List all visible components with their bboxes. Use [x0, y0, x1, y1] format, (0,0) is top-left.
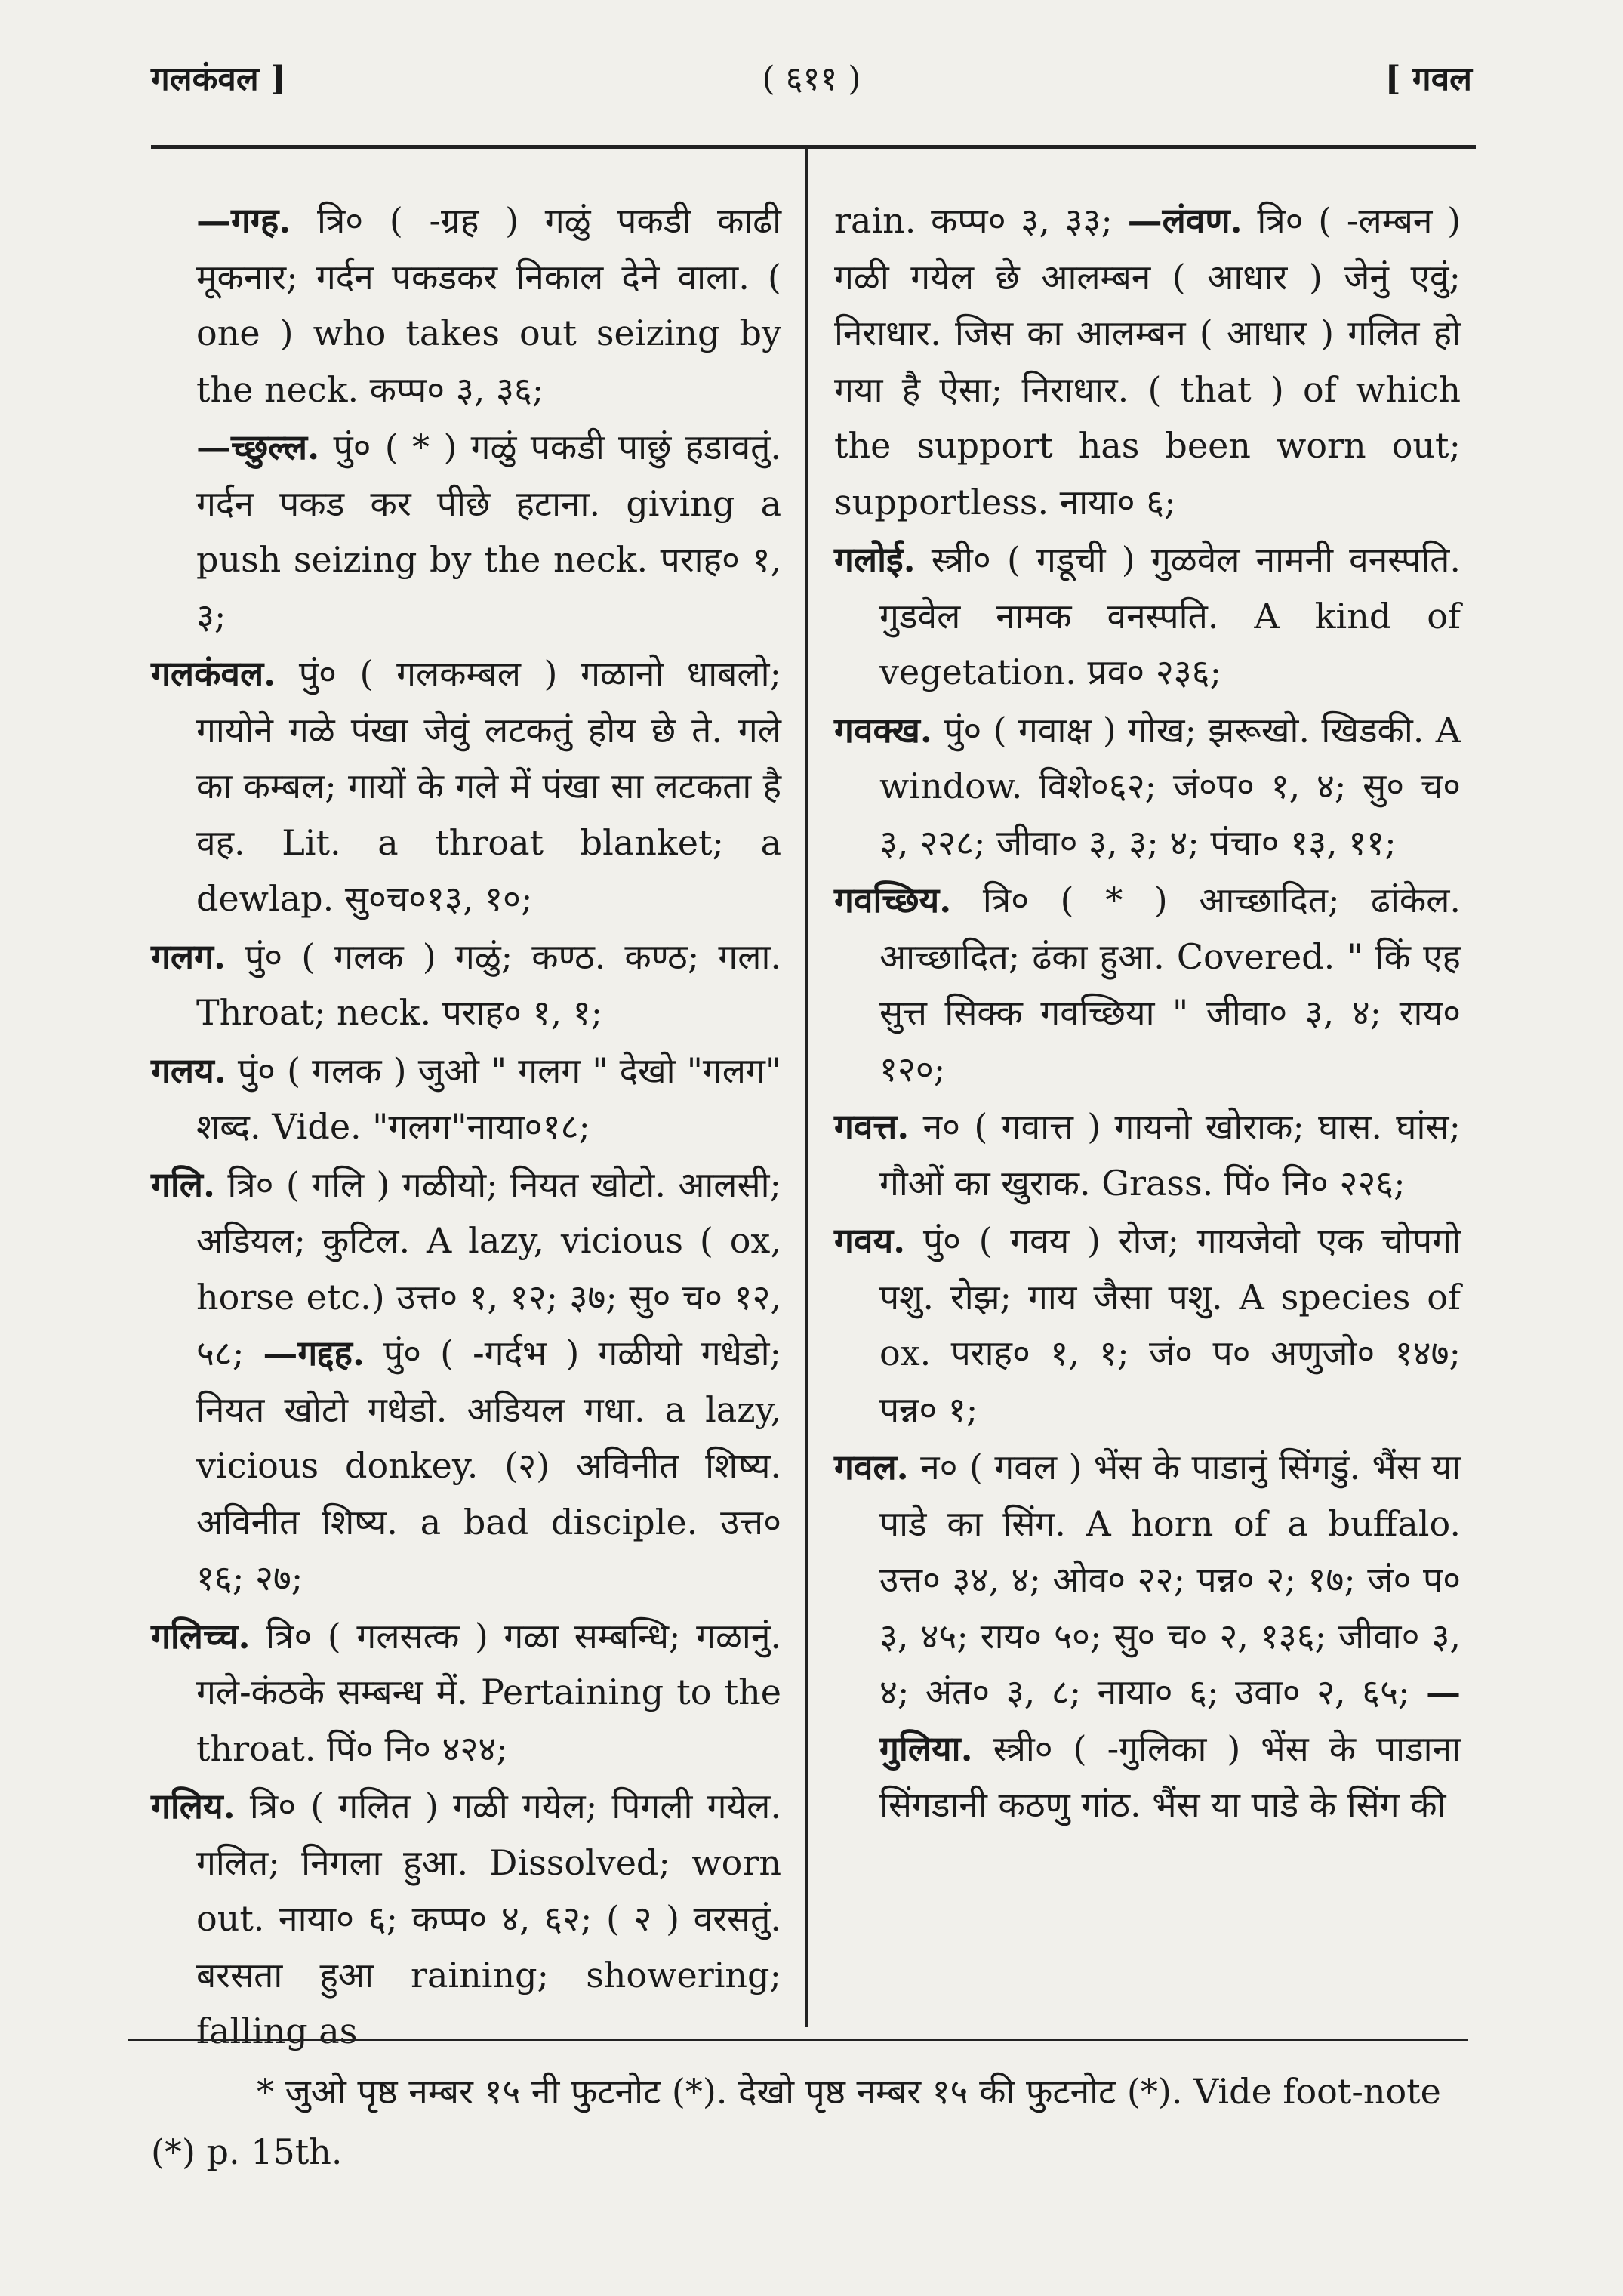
- entry-subheadword: —गुलिया.: [879, 1672, 1461, 1769]
- entry-text: त्रि० ( * ) आच्छादित; ढांकेल. आच्छादित; ढंका हुआ. Covered. " किं एह सुत्त सिक्क गवच्छिया " जीवा० ३, ४; राय० १२०;: [879, 880, 1461, 1089]
- entry-headword: गवल.: [834, 1447, 909, 1487]
- dictionary-entry: [151, 1157, 781, 1607]
- entry-headword: गलग.: [151, 935, 226, 977]
- dictionary-entry: [151, 193, 781, 418]
- entry-text: पुं० ( गलक ) गळुं; कण्ठ. कण्ठ; गला. Throat; neck. पराह० १, १;: [196, 935, 781, 1033]
- dictionary-entry: [151, 419, 781, 644]
- dictionary-entry: [834, 532, 1461, 701]
- footnote-text: * जुओ पृष्ठ नम्बर १५ नी फुटनोट (*). देखो पृष्ठ नम्बर १५ की फुटनोट (*). Vide foot-note (*) p. 15th.: [151, 2071, 1441, 2172]
- footer-rule: [128, 2039, 1468, 2041]
- entry-text: पुं० ( गवय ) रोज; गायजेवो एक चोपगो पशु. रोझ; गाय जैसा पशु. A species of ox. पराह० १, १; जं० प० अणुजो० १४७; पन्न० १;: [879, 1220, 1461, 1430]
- dictionary-entry: [834, 1439, 1461, 1833]
- entry-subheadword: —लंवण.: [1127, 200, 1243, 241]
- dictionary-entry: [151, 1608, 781, 1777]
- left-column: [151, 193, 781, 2060]
- page-header: [151, 54, 1472, 122]
- entry-headword: गलिच्च.: [151, 1615, 251, 1657]
- entry-headword: —गग्ह.: [196, 200, 291, 241]
- entry-text: त्रि० ( -ग्रह ) गळुं पकडी काढी मूकनार; गर्दन पकडकर निकाल देने वाला. ( one ) who takes out seizing by the neck. कप्प० ३, ३६;: [196, 200, 781, 410]
- right-column: [834, 193, 1461, 1833]
- dictionary-entry: [151, 1043, 781, 1155]
- entry-text: पुं० ( गलकम्बल ) गळानो धाबलो; गायोने गळे पंखा जेवुं लटकतुं होय छे ते. गले का कम्बल; गायों के गले में पंखा सा लटकता है वह. Lit. a throat blanket; a dewlap. सु०च०१३, १०;: [196, 653, 781, 919]
- entry-text: न० ( गवात्त ) गायनो खोराक; घास. घांस; गौओं का खुराक. Grass. पिं० नि० २२६;: [879, 1106, 1461, 1203]
- dictionary-entry: [834, 702, 1461, 871]
- entry-headword: —च्छुल्ल.: [196, 427, 320, 467]
- entry-headword: गवच्छिय.: [834, 880, 952, 920]
- entry-headword: गवत्त.: [834, 1106, 910, 1147]
- dictionary-entry: [151, 646, 781, 927]
- entry-text: न० ( गवल ) भेंस के पाडानुं सिंगडुं. भैंस या पाडे का सिंग. A horn of a buffalo. उत्त० ३४, ४; ओव० २२; पन्न० २; १७; जं० प० ३, ४५; राय० ५०; सु० च० २, १३६; जीवा० ३, ४; अंत० ३, ८; नाया० ६; उवा० २, ६५;: [879, 1447, 1461, 1712]
- entry-headword: गवक्ख.: [834, 709, 932, 750]
- entry-headword: गलि.: [151, 1163, 216, 1205]
- entry-text: पुं० ( -गर्दभ ) गळीयो गधेडो; नियत खोटो गधेडो. अडियल गधा. a lazy, vicious donkey. (२) अविनीत शिष्य. अविनीत शिष्य. a bad disciple. उत्त० १६; २७;: [196, 1333, 781, 1598]
- entry-text: त्रि० ( गलि ) गळीयो; नियत खोटो. आलसी; अडियल; कुटिल. A lazy, vicious ( ox, horse etc.) उत्त० १, १२; ३७; सु० च० १२, ५८;: [196, 1163, 782, 1373]
- entry-text: स्त्री० ( -गुलिका ) भेंस के पाडाना सिंगडानी कठणु गांठ. भैंस या पाडे के सिंग की: [879, 1727, 1461, 1825]
- entry-headword: गलय.: [151, 1049, 226, 1091]
- page-number: ( ६११ ): [762, 60, 861, 98]
- entry-text: त्रि० ( -लम्बन ) गळी गयेल छे आलम्बन ( आधार ) जेनुं एवुं; निराधार. जिस का आलम्बन ( आधार ) गलित हो गया है ऐसा; निराधार. ( that ) of which the support has been worn out; supportless. नाया० ६;: [834, 200, 1461, 522]
- dictionary-entry: [151, 1778, 781, 2060]
- dictionary-entry: [834, 1099, 1461, 1211]
- dictionary-entry: [151, 929, 781, 1041]
- entry-subheadword: —गद्दह.: [263, 1333, 365, 1373]
- header-left-guideword: गलकंवल ]: [151, 60, 286, 98]
- entry-headword: गलिय.: [151, 1786, 236, 1826]
- header-right-guideword: [ गवल: [1384, 60, 1472, 98]
- entry-text: पुं० ( गलक ) जुओ " गलग " देखो "गलग" शब्द. Vide. "गलग"नाया०१८;: [196, 1049, 782, 1147]
- footnote: [151, 2061, 1472, 2182]
- entry-text: पुं० ( गवाक्ष ) गोख; झरूखो. खिडकी. A window. विशे०६२; जं०प० १, ४; सु० च० ३, २२८; जीवा० ३, ३; ४; पंचा० १३, ११;: [879, 709, 1461, 863]
- entry-text: त्रि० ( गलित ) गळी गयेल; पिगली गयेल. गलित; निगला हुआ. Dissolved; worn out. नाया० ६; कप्प० ४, ६२; ( २ ) वरसतुं. बरसता हुआ raining; showering; falling as: [196, 1786, 781, 2051]
- column-divider: [805, 147, 808, 2027]
- entry-headword: गवय.: [834, 1220, 906, 1261]
- entry-text: स्त्री० ( गडूची ) गुळवेल नामनी वनस्पति. गुडवेल नामक वनस्पति. A kind of vegetation. प्रव० २३६;: [879, 539, 1461, 692]
- header-rule: [151, 145, 1476, 149]
- entry-headword: गलोई.: [834, 539, 916, 580]
- entry-text: त्रि० ( गलसत्क ) गळा सम्बन्धि; गळानुं. गले-कंठके सम्बन्ध में. Pertaining to the throat. पिं० नि० ४२४;: [196, 1615, 781, 1769]
- dictionary-entry-continued: [834, 193, 1461, 530]
- entry-headword: गलकंवल.: [151, 653, 276, 694]
- dictionary-entry: [834, 872, 1461, 1097]
- entry-text: पुं० ( * ) गळुं पकडी पाछुं हडावतुं. गर्दन पकड कर पीछे हटाना. giving a push seizing by the neck. पराह० १, ३;: [196, 427, 781, 636]
- entry-text: rain. कप्प० ३, ३३;: [834, 200, 1113, 241]
- dictionary-entry: [834, 1213, 1461, 1438]
